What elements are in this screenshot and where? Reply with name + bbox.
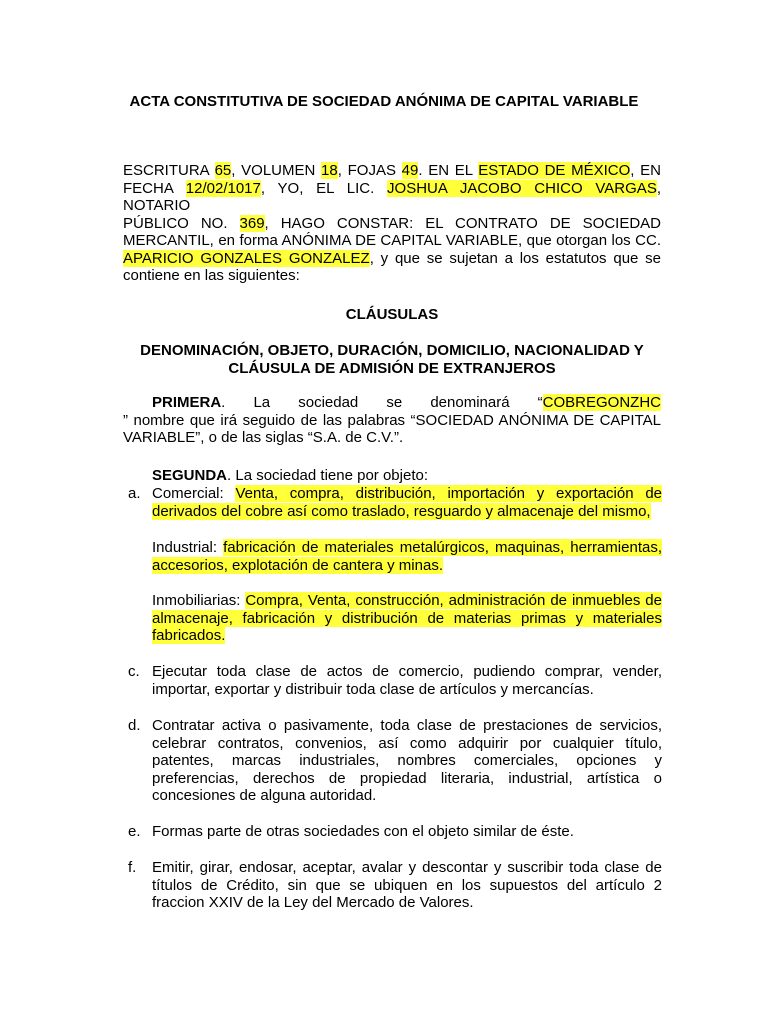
item-a-line-2: derivados del cobre así como traslado, resguardo y almacenaje del mismo, <box>152 502 651 520</box>
list-label-c: c. <box>128 663 140 680</box>
inmob-line-2: almacenaje, fabricación y distribución de materias primas y materiales <box>152 609 662 627</box>
item-c-line-1: Ejecutar toda clase de actos de comercio, pudiendo comprar, vender, <box>152 663 662 680</box>
inmobiliarias-paragraph <box>152 592 662 645</box>
list-label-e: e. <box>128 823 141 840</box>
item-d-line-4: preferencias, derechos de propiedad literaria, industrial, artística o <box>152 769 662 787</box>
item-f-line-2: títulos de Crédito, sin que se ubiquen en los supuestos del artículo 2 <box>152 876 662 894</box>
section-heading-line-2: CLÁUSULA DE ADMISIÓN DE EXTRANJEROS <box>228 359 556 377</box>
item-d-line-2: celebrar contratos, convenios, así como adquirir por cualquier título, <box>152 734 662 752</box>
intro-line-1: ESCRITURA 65, VOLUMEN 18, FOJAS 49. EN EL ESTADO DE MÉXICO, EN <box>123 162 662 179</box>
item-f-line-3: fraccion XXIV de la Ley del Mercado de Valores. <box>152 894 474 911</box>
list-label-f: f. <box>128 859 137 876</box>
clause-segunda <box>123 467 661 485</box>
item-e-line: Formas parte de otras sociedades con el objeto similar de éste. <box>152 823 574 840</box>
intro-line-3: PÚBLICO NO. 369, HAGO CONSTAR: EL CONTRATO DE SOCIEDAD <box>123 214 661 232</box>
intro-line-5: APARICIO GONZALES GONZALEZ, y que se sujetan a los estatutos que se <box>123 249 662 267</box>
industrial-paragraph <box>152 539 662 574</box>
primera-line-2: ” nombre que irá seguido de las palabras “SOCIEDAD ANÓNIMA DE CAPITAL <box>123 411 661 429</box>
document-title: ACTA CONSTITUTIVA DE SOCIEDAD ANÓNIMA DE CAPITAL VARIABLE <box>129 93 639 110</box>
industrial-line-2: accesorios, explotación de cantera y minas. <box>152 556 443 574</box>
intro-line-2: FECHA 12/02/1017, YO, EL LIC. JOSHUA JACOBO CHICO VARGAS, NOTARIO <box>123 179 661 214</box>
item-d-line-1: Contratar activa o pasivamente, toda clase de prestaciones de servicios, <box>152 717 662 734</box>
item-d-line-3: patentes, marcas industriales, nombres comerciales, opciones y <box>152 752 662 769</box>
segunda-line: SEGUNDA. La sociedad tiene por objeto: <box>152 467 428 484</box>
primera-line-3: VARIABLE”, o de las siglas “S.A. de C.V.”. <box>123 429 404 446</box>
intro-line-4: MERCANTIL, en forma ANÓNIMA DE CAPITAL VARIABLE, que otorgan los CC. <box>123 232 661 249</box>
inmob-line-3: fabricados. <box>152 627 226 644</box>
item-d-line-5: concesiones de alguna autoridad. <box>152 787 377 804</box>
section-heading <box>123 342 661 377</box>
primera-line-1: PRIMERA. La sociedad se denominará “COBREGONZHC <box>152 394 661 411</box>
intro-line-6: contiene en las siguientes: <box>123 267 300 284</box>
item-c-line-2: importar, exportar y distribuir toda clase de artículos y mercancías. <box>152 680 594 698</box>
clausulas-heading: CLÁUSULAS <box>345 306 439 323</box>
clause-primera <box>123 394 661 447</box>
intro-paragraph <box>123 162 661 285</box>
inmob-line-1: Inmobiliarias: Compra, Venta, construcción, administración de inmuebles de <box>152 592 662 609</box>
item-f-line-1: Emitir, girar, endosar, aceptar, avalar y descontar y suscribir toda clase de <box>152 859 662 876</box>
list-label-a: a. <box>128 485 141 502</box>
industrial-line-1: Industrial: fabricación de materiales metalúrgicos, maquinas, herramientas, <box>152 539 662 556</box>
list-label-d: d. <box>128 717 141 734</box>
item-a-line-1: Comercial: Venta, compra, distribución, importación y exportación de <box>152 485 662 502</box>
section-heading-line-1: DENOMINACIÓN, OBJETO, DURACIÓN, DOMICILIO, NACIONALIDAD Y <box>140 342 644 359</box>
